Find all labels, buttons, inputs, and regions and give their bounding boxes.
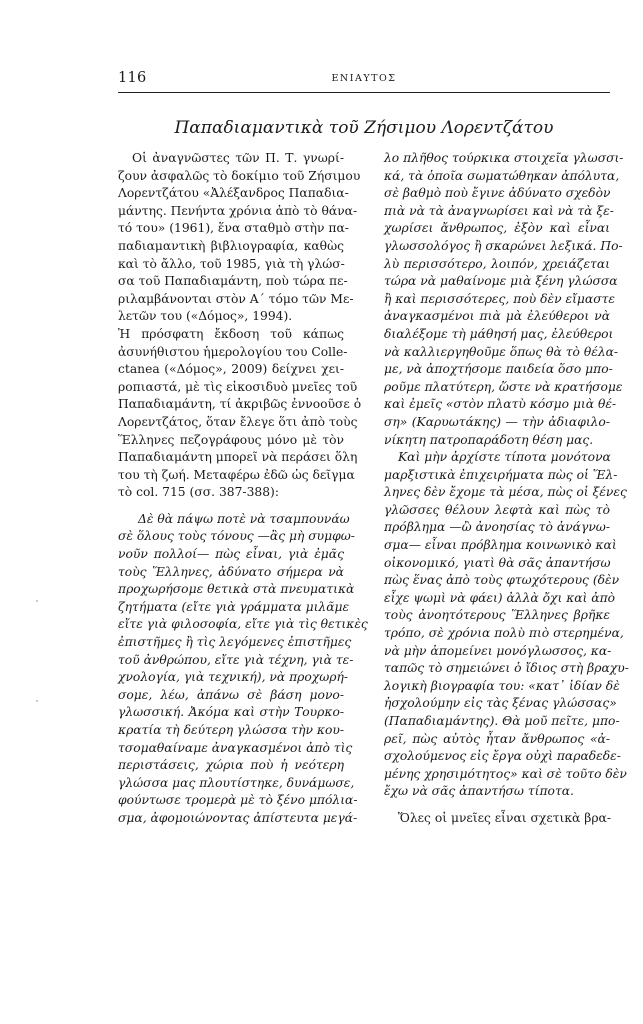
text-line: περιστάσεις, χώρια ποὺ ἡ νεότερη <box>118 758 344 773</box>
text-line: ἠσχολούμην εἰς τὰς ξένας γλώσσας» <box>384 696 617 711</box>
running-head <box>118 70 610 90</box>
text-line: νὰ καλλιεργηθοῦμε ὅπως θὰ τὸ θέλα- <box>384 344 619 359</box>
scan-speck <box>36 600 38 602</box>
text-line: παδιαμαντικὴ βιβλιογραφία, καθὼς <box>118 238 344 253</box>
text-line: γλώσσα μας πλουτίστηκε, δυνάμωσε, <box>118 775 355 790</box>
text-line: σα τοῦ Παπαδιαμάντη, ποὺ τώρα πε- <box>118 274 348 289</box>
text-line: ταπῶς τὸ σημειώνει ὁ ἴδιος στὴ βραχυ- <box>384 661 629 676</box>
text-line: Παπαδιαμάντη, τί ἀκριβῶς ἐννοοῦσε ὁ <box>118 397 362 412</box>
text-line: διαλέξομε τὴ μάθησή μας, ἐλεύθεροι <box>384 326 614 341</box>
text-line: σομε, λέω, ἀπάνω σὲ βάση μονο- <box>118 687 344 702</box>
text-line: Ἕλληνες πεζογράφους μόνο μὲ τὸν <box>118 432 344 447</box>
journal-name: ΕΝΙΑΥΤΟΣ <box>331 73 397 84</box>
page-number: 116 <box>118 70 147 86</box>
text-line: ροῦμε πλατύτερη, ὥστε νὰ κρατήσομε <box>384 379 623 394</box>
closing-paragraph <box>384 810 610 828</box>
text-line: πὼς ἕνας ἀπὸ τοὺς φτωχότερους (δὲν <box>384 573 620 588</box>
text-line: γλῶσσες θέλουν λεφτὰ καὶ πὼς τὸ <box>384 502 610 517</box>
text-line: κά, τὰ ὁποῖα σωματώθηκαν ἀπόλυτα, <box>384 168 620 183</box>
text-line: του τὴ ζωή. Μεταφέρω ἐδῶ ὡς δεῖγμα <box>118 467 355 482</box>
right-column <box>384 150 629 828</box>
text-line: πρόβλημα —ὢ ἀνοησίας τὸ ἀνάγνω- <box>384 520 610 535</box>
text-line: τοὺς Ἕλληνες, ἀδύνατο σήμερα νὰ <box>118 564 344 579</box>
text-line: με, νὰ ἀποχτήσομε παιδεία ὅσο μπο- <box>384 362 613 377</box>
quoted-passage-second-paragraph <box>384 449 629 801</box>
text-line: τώρα νὰ μαθαίνομε μιὰ ξένη γλώσσα <box>384 274 618 289</box>
text-line: οἰκονομικό, γιατὶ θὰ σᾶς ἀπαντήσω <box>384 555 611 570</box>
text-line: ληνες δὲν ἔχομε τὰ μέσα, πὼς οἱ ξένες <box>384 485 627 500</box>
text-line: ροπιαστά, μὲ τὶς εἰκοσιδυὸ μνεῖες τοῦ <box>118 379 358 394</box>
text-line: τοῦ ἀνθρώπου, εἴτε γιὰ τέχνη, γιὰ τε- <box>118 652 354 667</box>
text-line: μένης χρησιμότητος» καὶ σὲ τοῦτο δὲν <box>384 766 627 781</box>
scan-speck <box>36 700 38 702</box>
text-line: Λορεντζάτος, ὅταν ἔλεγε ὅτι ἀπὸ τοὺς <box>118 414 358 429</box>
text-line: ctanea («Δόμος», 2009) δείχνει χει- <box>118 362 344 377</box>
text-line: καὶ τὸ ἄλλο, τοῦ 1985, γιὰ τὴ γλώσ- <box>118 256 345 271</box>
text-line: φούντωσε τρομερὰ μὲ τὸ ξένο μπόλια- <box>118 793 358 808</box>
text-line: τσομαθαίναμε ἀναγκασμένοι ἀπὸ τὶς <box>118 740 353 755</box>
text-line: νίκητη πατροπαράδοτη θέση μας. <box>384 432 594 447</box>
text-line: λο πλῆθος τούρκικα στοιχεῖα γλωσσι- <box>384 151 624 165</box>
text-line: σμα— εἶναι πρόβλημα κοινωνικὸ καὶ <box>384 538 617 553</box>
text-line: πιὰ νὰ τὰ ἀναγνωρίσει καὶ νὰ τὰ ξε- <box>384 203 614 218</box>
text-line: Λορεντζάτου «Ἀλέξανδρος Παπαδια- <box>118 186 349 201</box>
quoted-passage <box>118 511 368 828</box>
text-line: γλωσσική. Ἀκόμα καὶ στὴν Τουρκο- <box>118 705 344 720</box>
text-line: σχολούμενος εἰς ἔργα οὐχὶ παραδεδε- <box>384 749 621 764</box>
text-line: τοὺς ἀνοητότερους Ἕλληνες βρῆκε <box>384 608 610 623</box>
text-line: γλωσσολόγος ἢ σκαρώνει λεξικά. Πο- <box>384 238 623 253</box>
text-line: Παπαδιαμάντη μπορεῖ νὰ περάσει ὅλη <box>118 450 358 465</box>
text-line: Οἱ ἀναγνῶστες τῶν Π. Τ. γνωρί- <box>132 151 344 165</box>
text-line: λετῶν του («Δόμος», 1994). <box>118 309 293 324</box>
text-line: ση» (Καρυωτάκης) — τὴν ἀδιαφιλο- <box>384 414 610 429</box>
quoted-passage-continued <box>384 150 624 449</box>
text-line: ριλαμβάνονται στὸν Α΄ τόμο τῶν Με- <box>118 291 354 306</box>
header-rule <box>118 92 610 93</box>
article-title: Παπαδιαμαντικὰ τοῦ Ζήσιμου Λορεντζάτου <box>174 118 554 138</box>
text-line: εἴτε γιὰ φιλοσοφία, εἴτε γιὰ τὶς θετικὲς <box>118 617 368 632</box>
collectanea-paragraph <box>118 326 362 502</box>
text-line: χωρίσει ἄνθρωπος, ἐξὸν καὶ εἶναι <box>384 221 610 236</box>
text-line: Ἡ πρόσφατη ἔκδοση τοῦ κάπως <box>118 326 344 341</box>
text-line: ἐπιστῆμες ἢ τὶς λεγόμενες ἐπιστῆμες <box>118 635 352 650</box>
text-line: καὶ ἐμεῖς «στὸν πλατὺ κόσμο μιὰ θέ- <box>384 397 617 412</box>
text-line: (Παπαδιαμάντης). Θὰ μοῦ πεῖτε, μπο- <box>384 714 620 728</box>
text-line: λογικὴ βιογραφία του: «κατ᾿ ἰδίαν δὲ <box>384 678 620 693</box>
quote-spacer <box>118 502 344 511</box>
left-column <box>118 150 368 828</box>
text-line: εἶχε ψωμὶ νὰ φάει) ἀλλὰ ὄχι καὶ ἀπὸ <box>384 590 616 605</box>
text-line: τὸ col. 715 (σσ. 387-388): <box>118 485 279 500</box>
text-line: προχωρήσομε θετικὰ στὰ πνευματικὰ <box>118 582 355 597</box>
text-line: ζουν ἀσφαλῶς τὸ δοκίμιο τοῦ Ζήσιμου <box>118 168 361 183</box>
text-line: σὲ ὅλους τοὺς τόνους —ἂς μὴ συμφω- <box>118 529 355 544</box>
text-line: χνολογία, γιὰ τεχνική), νὰ προχωρή- <box>118 670 349 685</box>
text-line: ἀσυνήθιστου ἡμερολογίου του Colle- <box>118 344 348 359</box>
text-line: ἢ καὶ περισσότερες, ποὺ δὲν εἴμαστε <box>384 291 615 306</box>
text-line: Δὲ θὰ πάψω ποτὲ νὰ τσαμπουνάω <box>138 511 350 526</box>
text-line: νὰ μὴν ἀπομείνει μονόγλωσσος, κα- <box>384 643 612 658</box>
text-line: ζητήματα (εἴτε γιὰ γράμματα μιλᾶμε <box>118 599 350 614</box>
text-line: ἔχω νὰ σᾶς ἀπαντήσω τίποτα. <box>384 784 574 799</box>
text-line: Καὶ μὴν ἀρχίστε τίποτα μονότονα <box>398 450 611 465</box>
text-line: ἀναγκασμένοι πιὰ μὰ ἐλεύθεροι νὰ <box>384 309 610 324</box>
text-line: μαρξιστικὰ ἐπιχειρήματα πὼς οἱ Ἕλ- <box>384 467 618 482</box>
intro-paragraph <box>118 150 361 326</box>
text-line: σμα, ἀφομοιώνοντας ἀπίστευτα μεγά- <box>118 810 358 825</box>
text-line: σὲ βαθμὸ ποὺ ἔγινε ἀδύνατο σχεδὸν <box>384 186 611 201</box>
text-line: Ὅλες οἱ μνεῖες εἶναι σχετικὰ βρα- <box>398 810 612 825</box>
text-line: κρατία τὴ δεύτερη γλώσσα τὴν κου- <box>118 723 344 737</box>
text-line: λὺ περισσότερο, λοιπόν, χρειάζεται <box>384 256 610 271</box>
text-line: μάντης. Πενήντα χρόνια ἀπὸ τὸ θάνα- <box>118 203 358 218</box>
text-line: νοῦν πολλοί— πὼς εἶναι, γιὰ ἐμᾶς <box>118 547 344 562</box>
text-line: τό του» (1961), ἕνα σταθμὸ στὴν πα- <box>118 221 349 236</box>
quote-end-spacer <box>384 801 610 810</box>
text-line: ρεῖ, πὼς αὐτὸς ἦταν ἄνθρωπος «ἀ- <box>384 731 610 746</box>
text-line: τρόπο, σὲ χρόνια πολὺ πιὸ στερημένα, <box>384 626 624 641</box>
